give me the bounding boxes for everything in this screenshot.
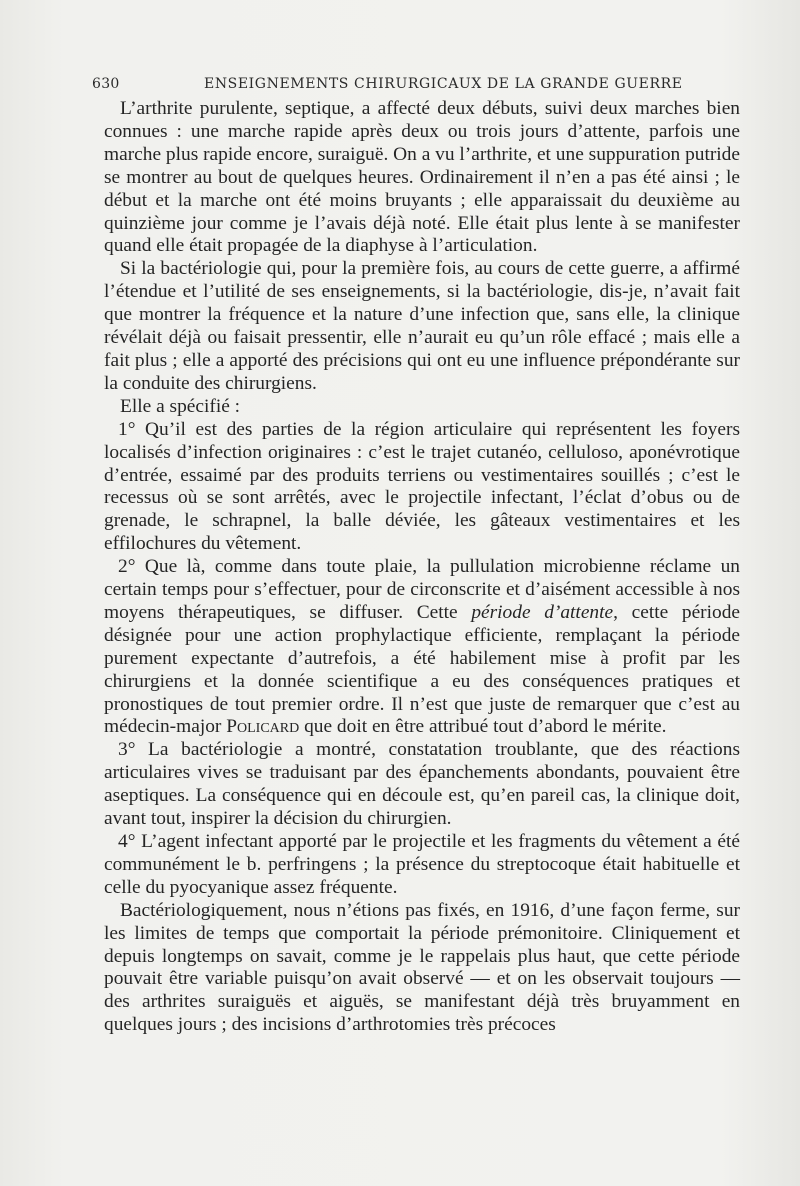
running-title: ENSEIGNEMENTS CHIRURGICAUX DE LA GRANDE GUERRE [204, 76, 683, 92]
paragraph-specifie: Elle a spécifié : [120, 395, 241, 417]
item-2-text-middle: , cette période désignée pour une action prophylactique efficiente, remplaçant la période purement expectante d’autrefois, a été habilement mise à profit par les chirurgiens et la donnée scientifique a eu des conséquences pratiques et pronostiques de tout premier ordre. Il n’est que juste de remarquer que c’est au médecin-major [104, 601, 741, 738]
paragraph-item-1: 1° Qu’il est des parties de la région articulaire qui représentent les foyers localisés d’infection originaires : c’est le trajet cutanéo, celluloso, aponévrotique d’entrée, essaimé par des produits terriens ou vestimentaires souillés ; c’est le recessus où se sont arrêtés, avec le projectile infectant, l’éclat d’obus ou de grenade, le schrapnel, la balle déviée, les gâteaux vestimentaires et les effilochures du vêtement. [104, 418, 740, 555]
paragraph-item-4: 4° L’agent infectant apporté par le projectile et les fragments du vêtement a été communément le b. perfringens ; la présence du streptocoque était habituelle et celle du pyocyanique assez fréquente. [104, 831, 740, 898]
paragraph-bacteriologiquement: Bactériologiquement, nous n’étions pas fixés, en 1916, d’une façon ferme, sur les limites de temps que comportait la période prémonitoire. Cliniquement et depuis longtemps on savait, comme je le rappelais plus haut, que cette période pouvait être variable puisqu’on avait observé — et on les observait toujours — des arthrites suraiguës et aiguës, se manifestant déjà très bruyamment en quelques jours ; des incisions d’arthrotomies très précoces [104, 899, 740, 1036]
item-2-text-start: 2° Que là, comme dans toute plaie, la pullulation microbienne réclame un certain temps pour s’effectuer, pour de circonscrite et d’aisément accessible à nos moyens thérapeutiques, se diffuser. Cette [104, 556, 740, 623]
body-text [104, 98, 740, 1037]
italic-periode-attente: période d’attente [471, 601, 614, 623]
item-2-text-end: que doit en être attribué tout d’abord le mérite. [299, 716, 667, 738]
paragraph-item-3: 3° La bactériologie a montré, constatation troublante, que des réactions articulaires vives se traduisant par des épanchements abondants, pouvaient être aseptiques. La conséquence qui en découle est, qu’en pareil cas, la clinique doit, avant tout, inspirer la décision du chirurgien. [104, 739, 740, 830]
name-policard: Policard [226, 716, 300, 738]
paragraph-bacteriologie: Si la bactériologie qui, pour la première fois, au cours de cette guerre, a affirmé l’étendue et l’utilité de ses enseignements, si la bactériologie, dis-je, n’avait fait que montrer la fréquence et la nature d’une infection que, sans elle, la clinique révélait déjà ou faisait pressentir, elle n’aurait eu qu’un rôle effacé ; mais elle a fait plus ; elle a apporté des précisions qui ont eu une influence prépondérante sur la conduite des chirurgiens. [104, 258, 740, 394]
paragraph-arthrite: L’arthrite purulente, septique, a affecté deux débuts, suivi deux marches bien connues : une marche rapide après deux ou trois jours d’attente, parfois une marche plus rapide encore, suraiguë. On a vu l’arthrite, et une suppuration putride se montrer au bout de quelques heures. Ordinairement il n’en a pas été ainsi ; le début et la marche ont été moins bruyants ; elle apparaissait du deuxième au quinzième jour comme je l’avais déjà noté. Elle était plus lente à se manifester quand elle était propagée de la diaphyse à l’articulation. [104, 98, 740, 257]
paragraph-item-2 [104, 556, 740, 739]
page-number: 630 [92, 76, 120, 92]
